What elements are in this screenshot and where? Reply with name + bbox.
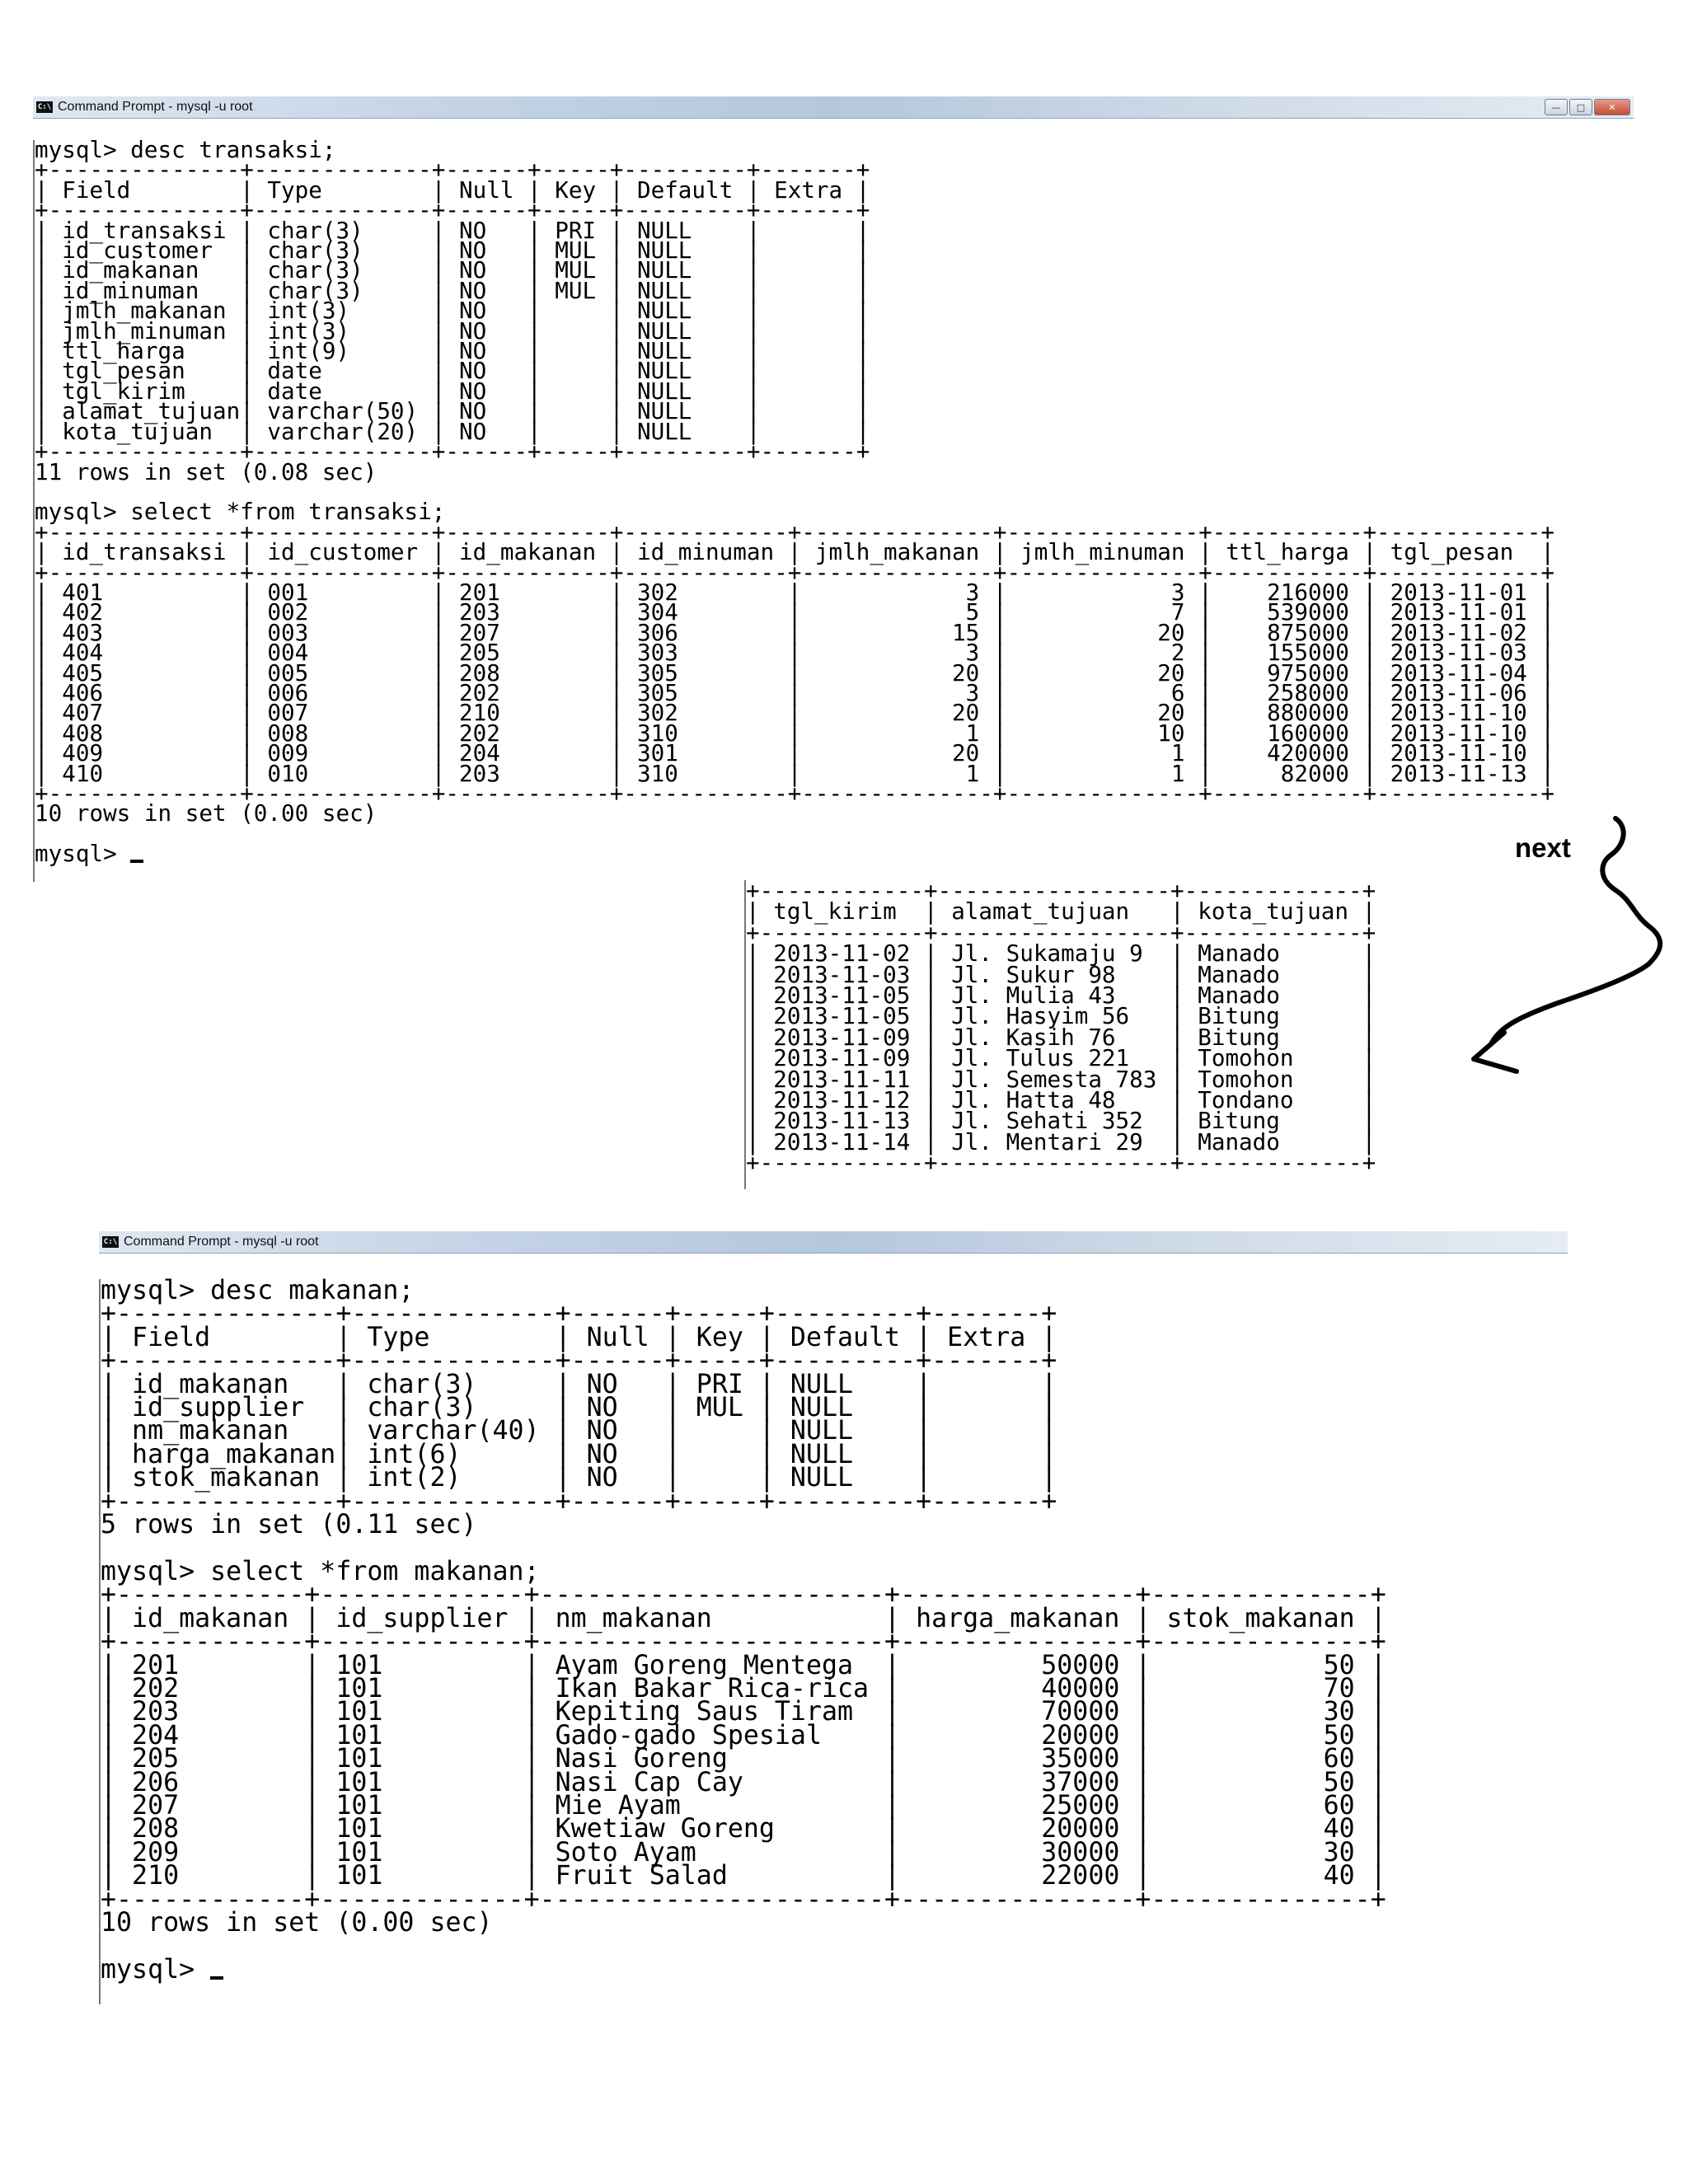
console-text — [101, 1276, 1576, 1985]
continuation-text — [746, 877, 1447, 1177]
curly-arrow-icon — [1434, 812, 1673, 1096]
terminal-icon: C:\ — [37, 103, 52, 111]
minimize-icon[interactable]: — — [1545, 99, 1568, 115]
window-controls — [1545, 99, 1630, 115]
console-lines: mysql> desc makanan; +--------------+-------------+------+-----+---------+-------+ | Field | Type | Null | Key | Default | Extra | +--------------+-------------+------+-----+---------+-------+ | id_makanan | char(3) | NO | PRI | NULL | | | id_supplier | char(3) | NO | MUL | NULL | | | nm_makanan | varchar(40) | NO | | NULL | | | harga_makanan| int(6) | NO | | NULL | | | stok_makanan | int(2) | NO | | NULL | | +--------------+-------------+------+-----+---------+-------+ 5 rows in set (0.11 sec) mysql> select *from makanan; +------------+-------------+----------------------+---------------+--------------+ | id_makanan | id_supplier | nm_makanan | harga_makanan | stok_makanan | +------------+-------------+----------------------+---------------+--------------+ | 201 | 101 | Ayam Goreng Mentega | 50000 | 50 | | 202 | 101 | Ikan Bakar Rica-rica | 40000 | 70 | | 203 | 101 | Kepiting Saus Tiram | 70000 | 30 | | 204 | 101 | Gado-gado Spesial | 20000 | 50 | | 205 | 101 | Nasi Goreng | 35000 | 60 | | 206 | 101 | Nasi Cap Cay | 37000 | 50 | | 207 | 101 | Mie Ayam | 25000 | 60 | | 208 | 101 | Kwetiaw Goreng | 20000 | 40 | | 209 | 101 | Soto Ayam | 30000 | 30 | | 210 | 101 | Fruit Salad | 22000 | 40 | +------------+-------------+----------------------+---------------+--------------+ 10 rows in set (0.00 sec) mysql> — [101, 1276, 1386, 1985]
terminal-icon: C:\ — [103, 1238, 118, 1246]
continuation-lines: +------------+-----------------+-------------+ | tgl_kirim | alamat_tujuan | kota_tujuan | +------------+-----------------+-------------+ | 2013-11-02 | Jl. Sukamaju 9 | Manado | | 2013-11-03 | Jl. Sukur 98 | Manado | | 2013-11-05 | Jl. Mulia 43 | Manado | | 2013-11-05 | Jl. Hasyim 56 | Bitung | | 2013-11-09 | Jl. Kasih 76 | Bitung | | 2013-11-09 | Jl. Tulus 221 | Tomohon | | 2013-11-11 | Jl. Semesta 783 | Tomohon | | 2013-11-12 | Jl. Hatta 48 | Tondano | | 2013-11-13 | Jl. Sehati 352 | Bitung | | 2013-11-14 | Jl. Mentari 29 | Manado | +------------+-----------------+-------------+ — [746, 877, 1376, 1177]
cursor — [130, 860, 143, 863]
command-prompt-window-1[interactable] — [33, 96, 1634, 119]
close-icon[interactable]: ✕ — [1594, 99, 1630, 115]
window-title: Command Prompt - mysql -u root — [58, 100, 253, 114]
title-bar[interactable] — [99, 1231, 1568, 1254]
command-prompt-window-2[interactable] — [99, 1231, 1568, 1254]
console-text — [35, 136, 1642, 868]
next-label: next — [1515, 832, 1571, 863]
console-lines: mysql> desc transaksi; +--------------+-------------+------+-----+---------+-------+ | Field | Type | Null | Key | Default | Extra | +--------------+-------------+------+-----+---------+-------+ | id_transaksi | char(3) | NO | PRI | NULL | | | id_customer | char(3) | NO | MUL | NULL | | | id_makanan | char(3) | NO | MUL | NULL | | | id_minuman | char(3) | NO | MUL | NULL | | | jmlh_makanan | int(3) | NO | | NULL | | | jmlh_minuman | int(3) | NO | | NULL | | | ttl_harga | int(9) | NO | | NULL | | | tgl_pesan | date | NO | | NULL | | | tgl_kirim | date | NO | | NULL | | | alamat_tujuan| varchar(50) | NO | | NULL | | | kota_tujuan | varchar(20) | NO | | NULL | | +--------------+-------------+------+-----+---------+-------+ 11 rows in set (0.08 sec) mysql> select *from transaksi; +--------------+-------------+------------+------------+--------------+--------------+-----------+------------+ | id_transaksi | id_customer | id_makanan | id_minuman | jmlh_makanan | jmlh_minuman | ttl_harga | tgl_pesan | +--------------+-------------+------------+------------+--------------+--------------+-----------+------------+ | 401 | 001 | 201 | 302 | 3 | 3 | 216000 | 2013-11-01 | | 402 | 002 | 203 | 304 | 5 | 7 | 539000 | 2013-11-01 | | 403 | 003 | 207 | 306 | 15 | 20 | 875000 | 2013-11-02 | | 404 | 004 | 205 | 303 | 3 | 2 | 155000 | 2013-11-03 | | 405 | 005 | 208 | 305 | 20 | 20 | 975000 | 2013-11-04 | | 406 | 006 | 202 | 305 | 3 | 6 | 258000 | 2013-11-06 | | 407 | 007 | 210 | 302 | 20 | 20 | 880000 | 2013-11-10 | | 408 | 008 | 202 | 310 | 1 | 10 | 160000 | 2013-11-10 | | 409 | 009 | 204 | 301 | 20 | 1 | 420000 | 2013-11-10 | | 410 | 010 | 203 | 310 | 1 | 1 | 82000 | 2013-11-13 | +--------------+-------------+------------+------------+--------------+--------------+-----------+------------+ 10 rows in set (0.00 sec) mysql> — [35, 136, 1555, 868]
maximize-icon[interactable]: □ — [1569, 99, 1592, 115]
title-bar[interactable] — [33, 96, 1634, 119]
console-output-continuation — [744, 877, 1447, 1189]
window-title: Command Prompt - mysql -u root — [124, 1235, 319, 1249]
console-output-1[interactable] — [33, 136, 1642, 882]
console-output-2[interactable] — [99, 1276, 1576, 2004]
cursor — [210, 1976, 223, 1980]
